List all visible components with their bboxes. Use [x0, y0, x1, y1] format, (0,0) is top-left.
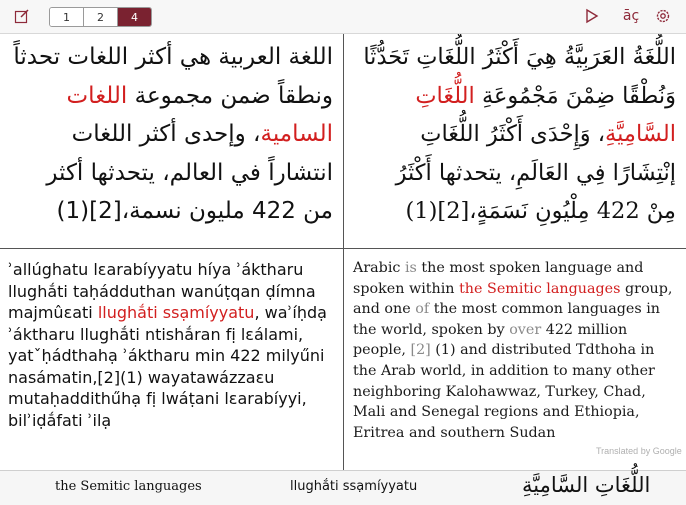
eng-text: the most common languages in the world, spoken by	[353, 301, 661, 338]
transliteration-pane	[0, 249, 343, 470]
segment-4[interactable]: 4	[118, 8, 151, 26]
arabic-plain-line-2: ونطقاً ضمن مجموعة اللغات	[66, 82, 333, 109]
eng-text-muted: of	[415, 301, 430, 318]
arabic-vocalized-pane	[344, 34, 686, 248]
play-icon[interactable]	[582, 6, 602, 26]
eng-text: 422 million people,	[353, 321, 628, 359]
arabic-plain-line-4: انتشاراً في العالم، يتحدثها أكثر	[46, 159, 333, 186]
arabic-plain-line-1: اللغة العربية هي أكثر اللغات تحدثاً	[13, 44, 333, 70]
edit-icon[interactable]	[12, 6, 32, 26]
selection-transliteration: llughắti ssạmíyyatu	[290, 479, 418, 494]
eng-text: Arabic	[353, 260, 405, 276]
eng-text: (1) and distributed Tdthoha in the Arab world, in addition to many other neighboring Kalohawwaz, Turkey, Chad, Mali and Senegal regions and Ethiopia, Eritrea and southern Sudan	[353, 342, 655, 441]
selection-english: the Semitic languages	[55, 479, 202, 494]
horizontal-divider	[0, 248, 686, 249]
selection-arabic: اللُّغَاتِ السَّامِيَّةِ	[522, 473, 651, 497]
english-translation-pane	[344, 249, 686, 470]
google-translate-credit: Translated by Google	[596, 446, 682, 456]
column-count-selector[interactable]	[49, 7, 152, 27]
eng-text-muted: [2]	[410, 342, 431, 359]
eng-highlight[interactable]: the Semitic languages	[459, 280, 621, 297]
arabic-voc-line-1: اللُّغَةُ العَرَبِيَّةُ هِيَ أَكْثَرُ اللُّغَاتِ تَحَدُّثًا	[363, 44, 676, 70]
settings-icon[interactable]	[653, 6, 673, 26]
arabic-voc-line-5: مِنْ 422 مِلْيُونِ نَسَمَةٍ،[2](1)	[405, 198, 676, 224]
arabic-voc-line-2: وَنُطْقًا ضِمْنَ مَجْمُوعَةِ اللُّغَاتِ	[415, 82, 676, 109]
segment-2[interactable]: 2	[84, 8, 118, 26]
transliteration-icon[interactable]: āç	[622, 8, 640, 24]
segment-1[interactable]: 1	[50, 8, 84, 26]
arabic-plain-line-3: السامية، وإحدى أكثر اللغات	[71, 121, 333, 147]
translit-text-after: , waʾíḥdạ ʾáktharu llughắti ntishắran fị lɛálami, yatˇḥádthahạ ʾáktharu min 422 milyűni nasámatin,[2](1) wayatawázzaɛu mutaḥaddithűhạ fị lwáṭani lɛarabíyyi, bilʾiḍắfati ʾilạ	[8, 303, 327, 430]
arabic-voc-line-3: السَّامِيَّةِ، وَإِحْدَى أَكْثَرُ اللُّغَاتِ	[420, 121, 676, 147]
arabic-plain-line-5: من 422 مليون نسمة،[2](1)	[56, 198, 333, 224]
toolbar	[0, 0, 686, 34]
translit-text-before: ʾallúghatu lɛarabíyyatu híya ʾáktharu llughắti taḥádduthan wanúṭqan ḍímna majmûɛati	[8, 260, 316, 322]
arabic-plain-pane	[0, 34, 343, 248]
eng-text-muted: is	[404, 260, 417, 276]
selection-bar	[0, 470, 686, 505]
arabic-voc-line-4: إنْتِشَارًا فِي العَالَمِ، يتحدثها أَكْثَرُ	[395, 159, 676, 186]
translit-highlight[interactable]: llughắti ssạmíyyatu	[97, 303, 255, 322]
eng-text-muted: over	[509, 321, 542, 338]
eng-text: the most spoken language and spoken within	[353, 260, 644, 297]
vertical-divider	[343, 34, 344, 470]
eng-text: group, and one	[353, 280, 673, 318]
